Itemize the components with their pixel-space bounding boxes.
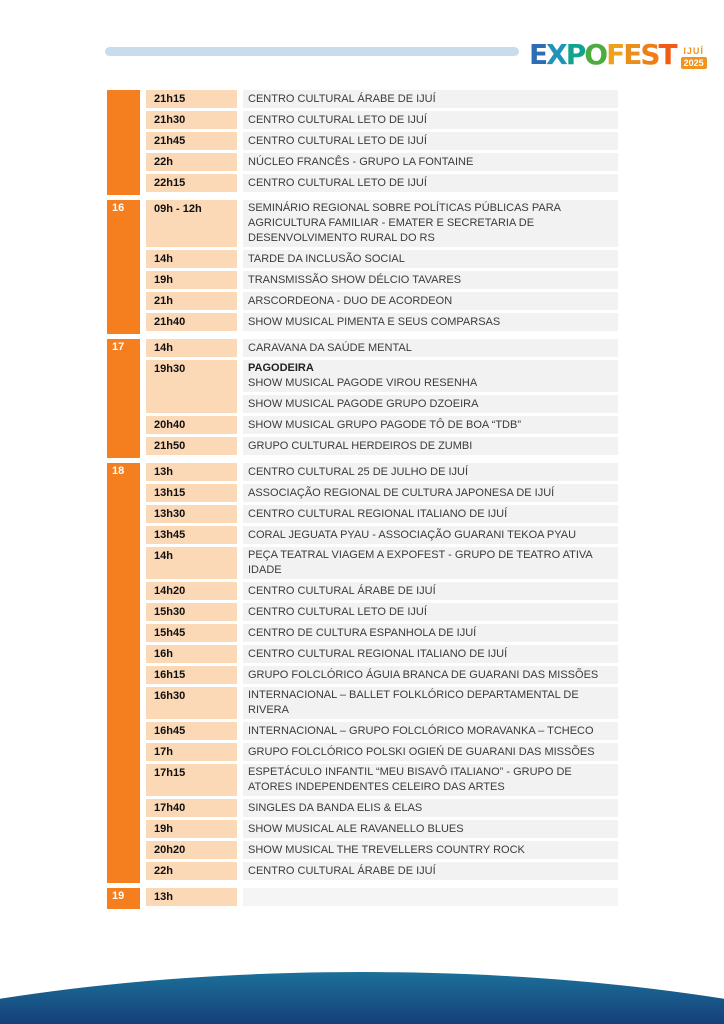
schedule-row: [146, 437, 618, 455]
time-cell: 22h: [146, 153, 237, 171]
event-list: [243, 722, 618, 740]
wordmark-letter: S: [640, 38, 659, 71]
event-cell: [243, 360, 618, 392]
event-text-line: SHOW MUSICAL PAGODE VIROU RESENHA: [248, 377, 478, 389]
time-cell: 21h30: [146, 111, 237, 129]
event-text-line: ATORES INDEPENDENTES CELEIRO DAS ARTES: [248, 781, 505, 793]
event-text-line: CENTRO CULTURAL LETO DE IJUÍ: [248, 605, 427, 618]
event-cell: [243, 174, 618, 192]
logo-year-badge: 2025: [681, 57, 707, 69]
event-cell: [243, 292, 618, 310]
event-list: [243, 841, 618, 859]
time-cell: 14h: [146, 250, 237, 268]
wordmark-letter: X: [546, 38, 566, 71]
event-text-line: SHOW MUSICAL THE TREVELLERS COUNTRY ROCK: [248, 843, 525, 856]
schedule-row: [146, 132, 618, 150]
event-text-line: NÚCLEO FRANCÊS - GRUPO LA FONTAINE: [248, 155, 474, 168]
event-cell: [243, 799, 618, 817]
time-cell: 20h20: [146, 841, 237, 859]
day-number-cell: 18: [107, 463, 140, 883]
event-text-line: PEÇA TEATRAL VIAGEM A EXPOFEST - GRUPO DE TEATRO ATIVA: [248, 549, 593, 561]
schedule-table: [107, 90, 618, 914]
time-cell: 19h: [146, 271, 237, 289]
time-cell: 13h45: [146, 526, 237, 544]
event-cell: [243, 416, 618, 434]
event-cell: [243, 271, 618, 289]
event-cell: [243, 722, 618, 740]
time-cell: 19h30: [146, 360, 237, 413]
event-text-line: PAGODEIRA: [248, 362, 314, 374]
event-cell: [243, 666, 618, 684]
event-text-line: INTERNACIONAL – GRUPO FOLCLÓRICO MORAVANKA – TCHECO: [248, 724, 594, 737]
time-cell: 16h30: [146, 687, 237, 719]
event-list: [243, 111, 618, 129]
event-cell: [243, 484, 618, 502]
time-cell: 14h20: [146, 582, 237, 600]
wordmark-letter: O: [584, 38, 607, 71]
schedule-row: [146, 416, 618, 434]
day-number-cell: 17: [107, 339, 140, 458]
logo-city-label: IJUÍ: [683, 46, 704, 56]
event-text-line: CENTRO CULTURAL REGIONAL ITALIANO DE IJUÍ: [248, 507, 508, 520]
schedule-row: [146, 153, 618, 171]
event-text-line: ARSCORDEONA - DUO DE ACORDEON: [248, 294, 453, 307]
time-cell: 09h - 12h: [146, 200, 237, 247]
day-block: [107, 200, 618, 334]
wordmark-letter: E: [623, 38, 641, 71]
day-rows: [146, 90, 618, 195]
event-list: [243, 624, 618, 642]
event-cell: [243, 687, 618, 719]
event-cell: [243, 90, 618, 108]
event-cell: [243, 820, 618, 838]
event-list: [243, 292, 618, 310]
event-text-line: ASSOCIAÇÃO REGIONAL DE CULTURA JAPONESA DE IJUÍ: [248, 486, 555, 499]
event-text-line: CENTRO CULTURAL REGIONAL ITALIANO DE IJUÍ: [248, 647, 508, 660]
event-cell: [243, 624, 618, 642]
event-cell: [243, 437, 618, 455]
schedule-row: [146, 862, 618, 880]
schedule-row: [146, 313, 618, 331]
schedule-row: [146, 841, 618, 859]
schedule-row: [146, 526, 618, 544]
event-cell: [243, 645, 618, 663]
day-block: [107, 90, 618, 195]
schedule-row: [146, 484, 618, 502]
event-text-line: SHOW MUSICAL GRUPO PAGODE TÔ DE BOA “TDB”: [248, 418, 521, 431]
schedule-row: [146, 666, 618, 684]
event-list: [243, 666, 618, 684]
day-rows: [146, 200, 618, 334]
event-list: [243, 526, 618, 544]
time-cell: 16h45: [146, 722, 237, 740]
event-text-line: SHOW MUSICAL ALE RAVANELLO BLUES: [248, 822, 464, 835]
schedule-row: [146, 722, 618, 740]
day-block: [107, 888, 618, 909]
time-cell: 22h15: [146, 174, 237, 192]
time-cell: 16h: [146, 645, 237, 663]
schedule-row: [146, 799, 618, 817]
event-cell: [243, 764, 618, 796]
event-text-line: TARDE DA INCLUSÃO SOCIAL: [248, 252, 405, 265]
event-cell: [243, 132, 618, 150]
event-cell: [243, 547, 618, 579]
schedule-row: [146, 888, 618, 906]
event-cell: [243, 862, 618, 880]
event-text-line: DESENVOLVIMENTO RURAL DO RS: [248, 232, 435, 244]
event-cell: [243, 505, 618, 523]
time-cell: 17h: [146, 743, 237, 761]
schedule-row: [146, 271, 618, 289]
time-cell: 19h: [146, 820, 237, 838]
logo-city-year: [681, 46, 707, 72]
event-cell: [243, 153, 618, 171]
schedule-row: [146, 764, 618, 796]
event-list: [243, 547, 618, 579]
event-cell: [243, 313, 618, 331]
event-list: [243, 505, 618, 523]
schedule-row: [146, 111, 618, 129]
event-text-line: TRANSMISSÃO SHOW DÉLCIO TAVARES: [248, 273, 462, 286]
wordmark-letter: T: [658, 38, 676, 71]
schedule-row: [146, 624, 618, 642]
header-divider-bar: [105, 47, 519, 56]
event-list: [243, 200, 618, 247]
event-list: [243, 339, 618, 357]
event-list: [243, 153, 618, 171]
event-list: [243, 271, 618, 289]
day-block: [107, 463, 618, 883]
event-list: [243, 582, 618, 600]
schedule-row: [146, 250, 618, 268]
event-text-line: SEMINÁRIO REGIONAL SOBRE POLÍTICAS PÚBLICAS PARA: [248, 202, 561, 214]
time-cell: 21h: [146, 292, 237, 310]
time-cell: 14h: [146, 339, 237, 357]
schedule-row: [146, 687, 618, 719]
event-text-line: ESPETÁCULO INFANTIL “MEU BISAVÔ ITALIANO” - GRUPO DE: [248, 766, 572, 778]
event-list: [243, 250, 618, 268]
schedule-row: [146, 90, 618, 108]
event-text-line: CENTRO CULTURAL ÁRABE DE IJUÍ: [248, 92, 436, 105]
event-list: [243, 484, 618, 502]
time-cell: 14h: [146, 547, 237, 579]
event-cell: [243, 463, 618, 481]
event-text-line: GRUPO FOLCLÓRICO ÁGUIA BRANCA DE GUARANI DAS MISSÕES: [248, 668, 599, 681]
event-text-line: CENTRO CULTURAL 25 DE JULHO DE IJUÍ: [248, 465, 469, 478]
time-cell: 17h40: [146, 799, 237, 817]
event-text-line: GRUPO CULTURAL HERDEIROS DE ZUMBI: [248, 439, 473, 452]
schedule-row: [146, 582, 618, 600]
event-text-line: SHOW MUSICAL PIMENTA E SEUS COMPARSAS: [248, 315, 501, 328]
time-cell: 21h50: [146, 437, 237, 455]
event-list: [243, 799, 618, 817]
schedule-row: [146, 174, 618, 192]
event-list: [243, 360, 618, 413]
day-number-cell: [107, 90, 140, 195]
day-rows: [146, 888, 618, 909]
event-list: [243, 132, 618, 150]
event-cell: [243, 582, 618, 600]
event-cell: [243, 888, 618, 906]
event-list: [243, 743, 618, 761]
day-rows: [146, 339, 618, 458]
event-cell: [243, 395, 618, 413]
event-text-line: CENTRO CULTURAL ÁRABE DE IJUÍ: [248, 584, 436, 597]
event-list: [243, 862, 618, 880]
event-text-line: GRUPO FOLCLÓRICO POLSKI OGIEŃ DE GUARANI DAS MISSÕES: [248, 745, 595, 758]
event-cell: [243, 250, 618, 268]
time-cell: 13h15: [146, 484, 237, 502]
event-list: [243, 603, 618, 621]
event-list: [243, 820, 618, 838]
time-cell: 13h: [146, 888, 237, 906]
day-rows: [146, 463, 618, 883]
event-text-line: SINGLES DA BANDA ELIS & ELAS: [248, 801, 423, 814]
wordmark-letter: E: [529, 38, 547, 71]
event-list: [243, 764, 618, 796]
time-cell: 21h45: [146, 132, 237, 150]
event-text-line: IDADE: [248, 564, 282, 576]
event-text-line: CARAVANA DA SAÚDE MENTAL: [248, 341, 412, 354]
schedule-row: [146, 360, 618, 413]
event-list: [243, 645, 618, 663]
schedule-row: [146, 645, 618, 663]
schedule-row: [146, 743, 618, 761]
event-list: [243, 888, 618, 906]
footer-wave: [0, 972, 724, 1024]
schedule-row: [146, 547, 618, 579]
event-text-line: INTERNACIONAL – BALLET FOLKLÓRICO DEPARTAMENTAL DE: [248, 689, 579, 701]
event-list: [243, 687, 618, 719]
event-cell: [243, 526, 618, 544]
schedule-row: [146, 339, 618, 357]
day-number-cell: 19: [107, 888, 140, 909]
event-cell: [243, 339, 618, 357]
expofest-logo: [529, 34, 707, 72]
time-cell: 15h45: [146, 624, 237, 642]
event-text-line: AGRICULTURA FAMILIAR - EMATER E SECRETARIA DE: [248, 217, 535, 229]
time-cell: 22h: [146, 862, 237, 880]
event-text-line: CENTRO CULTURAL LETO DE IJUÍ: [248, 134, 427, 147]
wordmark-letter: P: [565, 38, 585, 71]
event-list: [243, 90, 618, 108]
time-cell: 21h40: [146, 313, 237, 331]
event-text-line: [248, 890, 612, 905]
event-list: [243, 463, 618, 481]
event-cell: [243, 841, 618, 859]
event-cell: [243, 200, 618, 247]
time-cell: 21h15: [146, 90, 237, 108]
time-cell: 17h15: [146, 764, 237, 796]
time-cell: 13h: [146, 463, 237, 481]
event-cell: [243, 603, 618, 621]
event-text-line: SHOW MUSICAL PAGODE GRUPO DZOEIRA: [248, 397, 479, 410]
event-list: [243, 174, 618, 192]
day-block: [107, 339, 618, 458]
schedule-row: [146, 292, 618, 310]
event-list: [243, 313, 618, 331]
schedule-row: [146, 505, 618, 523]
event-list: [243, 437, 618, 455]
time-cell: 20h40: [146, 416, 237, 434]
wordmark-letter: F: [606, 38, 624, 71]
event-cell: [243, 111, 618, 129]
event-cell: [243, 743, 618, 761]
event-text-line: CENTRO CULTURAL LETO DE IJUÍ: [248, 176, 427, 189]
event-text-line: CORAL JEGUATA PYAU - ASSOCIAÇÃO GUARANI TEKOA PYAU: [248, 528, 577, 541]
event-text-line: CENTRO CULTURAL LETO DE IJUÍ: [248, 113, 427, 126]
time-cell: 13h30: [146, 505, 237, 523]
time-cell: 16h15: [146, 666, 237, 684]
schedule-row: [146, 603, 618, 621]
event-text-line: CENTRO CULTURAL ÁRABE DE IJUÍ: [248, 864, 436, 877]
day-number-cell: 16: [107, 200, 140, 334]
event-list: [243, 416, 618, 434]
schedule-row: [146, 200, 618, 247]
time-cell: 15h30: [146, 603, 237, 621]
schedule-row: [146, 463, 618, 481]
event-text-line: RIVERA: [248, 704, 289, 716]
event-text-line: CENTRO DE CULTURA ESPANHOLA DE IJUÍ: [248, 626, 477, 639]
expofest-wordmark: [529, 38, 676, 72]
schedule-row: [146, 820, 618, 838]
